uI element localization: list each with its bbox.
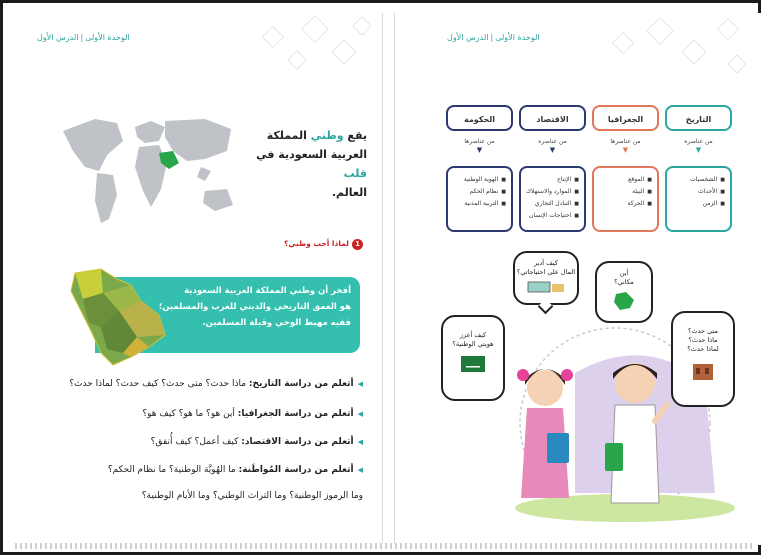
bubble-civic-line1: كيف أعزز [459,331,487,339]
list-item: ■ نظام الحكم [451,186,506,198]
government-elements-box [446,166,513,232]
banner-line1: أفخر أن وطني المملكة العربية السعودية [184,286,351,296]
page-bottom-strip [15,543,752,549]
economy-thought-bubble [513,251,579,305]
list-item: ■ الموقع [597,174,652,186]
bubble-econ-line2: المال على احتياجاتي؟ [516,268,576,276]
unit-label: الوحدة الأولى [85,33,130,42]
list-item: ■ الإنتاج [524,174,579,186]
list-item: ■ التبادل التجاري [524,198,579,210]
geography-thought-bubble [595,261,653,323]
bubble-civic-line2: هويتي الوطنية؟ [452,340,494,348]
list-item: ■ الشخصيات [670,174,725,186]
question-line-1: ◀أتعلم من دراسة التاريخ: ماذا حدث؟ متى حدث؟ كيف حدث؟ لماذا حدث؟ [69,379,363,389]
world-map-illustration [55,111,240,231]
decorative-shape [301,15,329,43]
geography-elements-box [592,166,659,232]
section-subtitle [245,239,363,250]
page-header-left: الوحدة الأولى|الدرس الأول [37,33,130,42]
history-thought-bubble [671,311,735,407]
question-4-bold: أتعلم من دراسة المُواطَنة: [238,465,354,475]
civic-thought-bubble [441,315,505,401]
intro-line2-a: العربية السعودية في [256,148,367,161]
bubble-geo-line1: أين [619,269,629,277]
decorative-shape [352,16,372,36]
category-geography: الجغرافيا [592,105,659,131]
chevron-down-icon: ▼ [549,146,556,154]
list-item: ■ التربية المدنية [451,198,506,210]
money-icon [526,280,566,294]
history-from-label: من عناصره [684,138,713,145]
bubble-hist-line1: متى حدث؟ [688,327,718,335]
banner-line2: هو العمق التاريخي والديني للعرب والمسلمين؛ [158,302,351,312]
question-line-2: ◀أتعلم من دراسة الجغرافيا: أين هو؟ ما هو؟ كيف هو؟ [142,409,363,419]
page-header-right: الوحدة الأولى|الدرس الأول [447,33,540,42]
intro-line1-a: يقع [343,129,367,142]
section-subtitle-text: لماذا أحب وطني؟ [284,239,349,248]
decorative-shape [646,17,674,45]
intro-line1-b: المملكة [266,129,311,142]
question-line-5 [45,491,363,501]
category-economy: الاقتصاد [519,105,586,131]
question-2-rest: أين هو؟ ما هو؟ كيف هو؟ [142,409,238,419]
banner-line3: ففيه مهبط الوحي وقبلة المسلمين. [202,318,351,328]
question-3-rest: كيف أعمل؟ كيف أُنفق؟ [150,437,242,447]
banner-text [105,283,351,331]
question-5-rest: وما الرموز الوطنية؟ وما التراث الوطني؟ وما الأيام الوطنية؟ [141,491,363,501]
bubble-hist-line2: ماذا حدث؟ [688,336,718,344]
list-item: ■ الحركة [597,198,652,210]
economy-elements-box [519,166,586,232]
bubble-geo-line2: مكاني؟ [614,278,634,286]
chevron-down-icon: ▼ [622,146,629,154]
question-line-4: ◀أتعلم من دراسة المُواطَنة: ما الهُويَّة الوطنية؟ ما نظام الحكم؟ [107,465,363,475]
unit-label: الوحدة الأولى [495,33,540,42]
question-3-bold: أتعلم من دراسة الاقتصاد: [241,437,354,447]
saudi-flag-icon [460,355,486,373]
left-page [15,13,383,545]
government-from-label: من عناصرها [464,138,495,145]
history-elements-box [665,166,732,232]
category-history: التاريخ [665,105,732,131]
decorative-shape [681,39,706,64]
intro-highlight-watani: وطني [310,129,344,142]
decorative-shape [262,26,285,49]
question-line-3: ◀أتعلم من دراسة الاقتصاد: كيف أعمل؟ كيف أُنفق؟ [150,437,363,447]
economy-from-label: من عناصره [538,138,567,145]
lesson-label: الدرس الأول [37,33,79,42]
saudi-map-icon [612,290,636,312]
heritage-building-icon [690,358,716,382]
list-item: ■ الموارد والاستهلاك [524,186,579,198]
list-item: ■ الهوية الوطنية [451,174,506,186]
decorative-shape [287,50,307,70]
geography-from-label: من عناصرها [610,138,641,145]
chevron-down-icon: ▼ [695,146,702,154]
category-government: الحكومة [446,105,513,131]
right-page [394,13,761,545]
section-number-badge: 1 [352,239,363,250]
lesson-label: الدرس الأول [447,33,489,42]
decorative-shape [331,39,356,64]
bubble-hist-line3: لماذا حدث؟ [687,345,719,353]
decorative-shape [717,18,740,41]
question-2-bold: أتعلم من دراسة الجغرافيا: [237,409,354,419]
question-1-bold: أتعلم من دراسة التاريخ: [248,379,354,389]
bubble-econ-line1: كيف أدير [534,259,558,267]
intro-line3: العالم. [331,186,367,199]
intro-highlight-qalb: قلب [343,167,367,180]
list-item: ■ الأحداث [670,186,725,198]
list-item: ■ الزمن [670,198,725,210]
intro-text [247,126,367,202]
list-item: ■ البيئة [597,186,652,198]
question-4-rest: ما الهُويَّة الوطنية؟ ما نظام الحكم؟ [107,465,239,475]
question-1-rest: ماذا حدث؟ متى حدث؟ كيف حدث؟ لماذا حدث؟ [69,379,249,389]
list-item: ■ احتياجات الإنسان [524,210,579,222]
decorative-shape [612,32,635,55]
decorative-shape [727,54,747,74]
chevron-down-icon: ▼ [476,146,483,154]
